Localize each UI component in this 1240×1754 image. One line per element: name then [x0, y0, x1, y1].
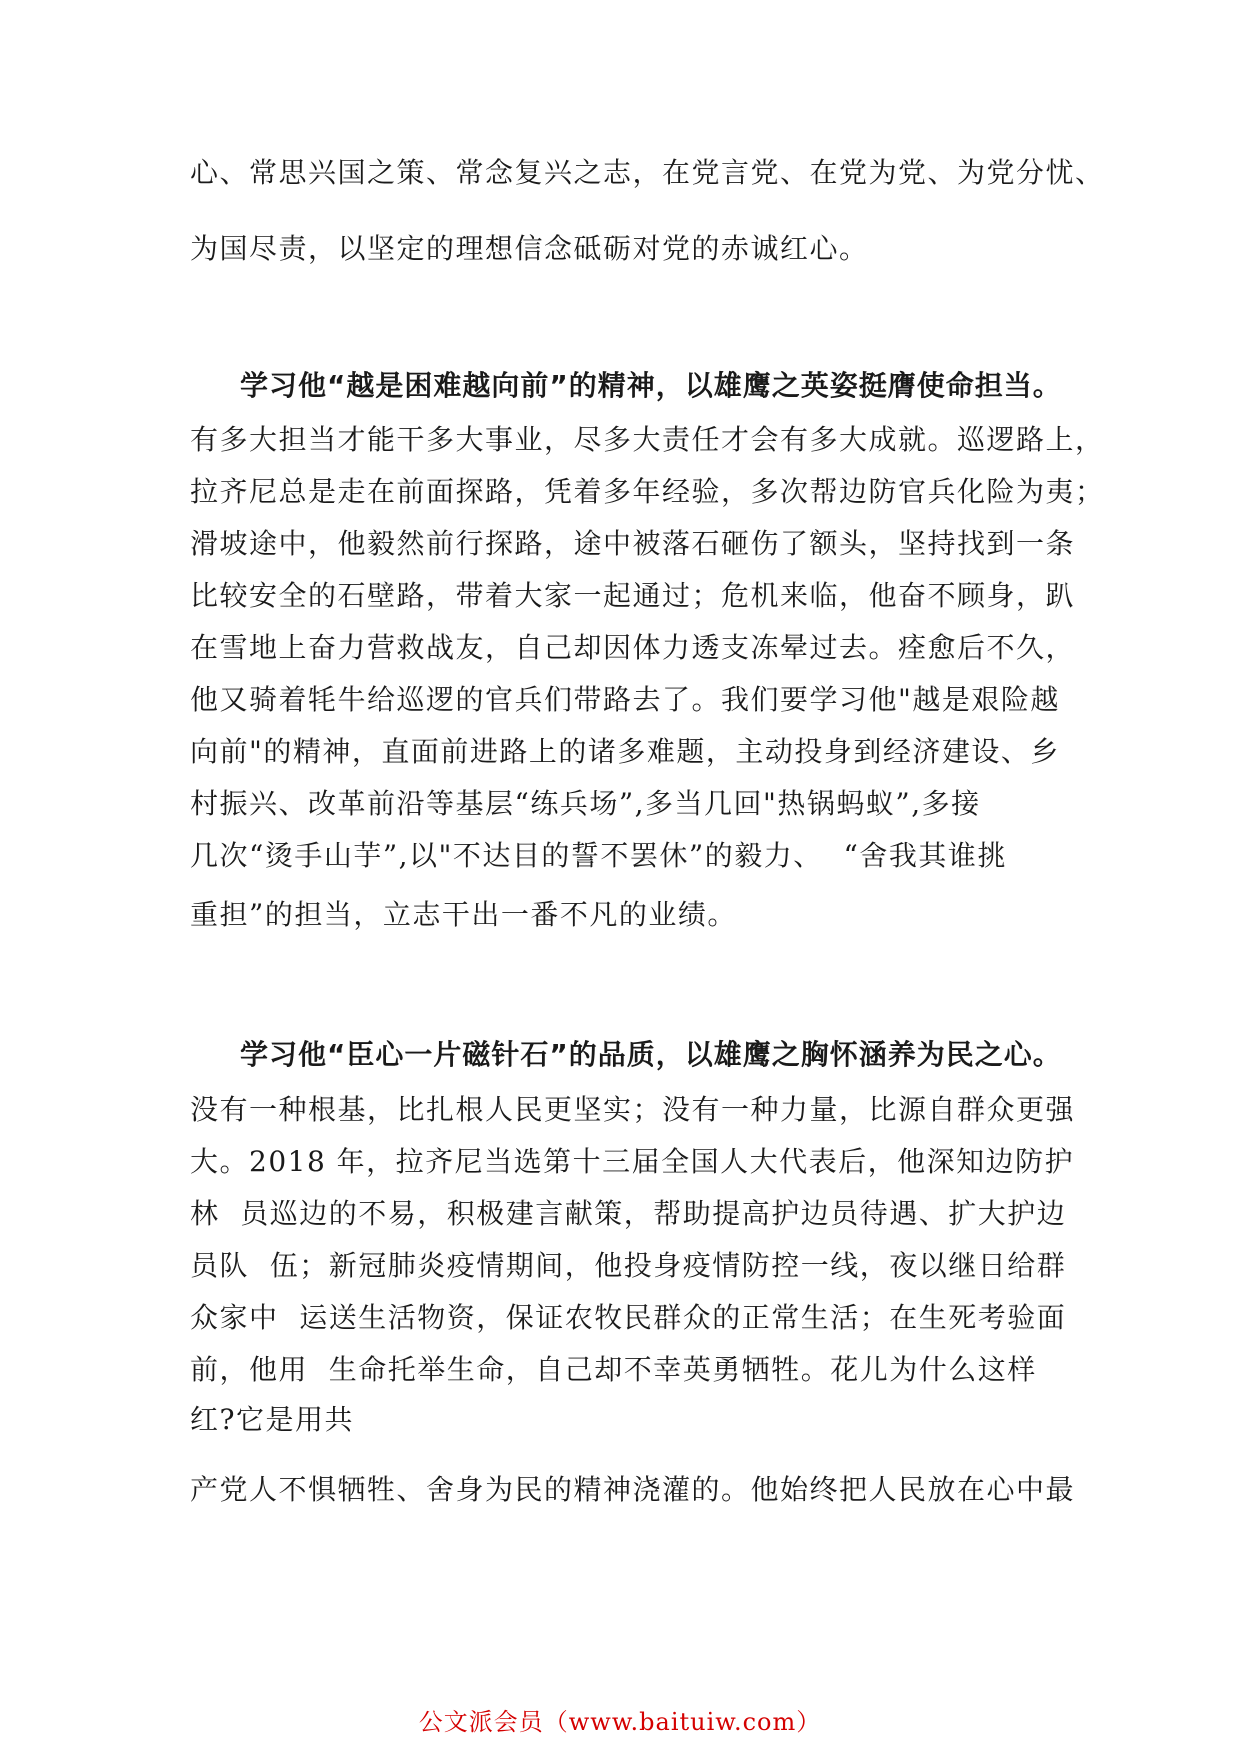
body-line: 向前"的精神，直面前进路上的诸多难题，主动投身到经济建设、乡: [190, 735, 1060, 768]
intro-line-2: 为国尽责，以坚定的理想信念砥砺对党的赤诚红心。: [190, 232, 869, 265]
body-line: 没有一种根基，比扎根人民更坚实；没有一种力量，比源自群众更强: [190, 1093, 1076, 1126]
body-line: 大。2018 年，拉齐尼当选第十三届全国人大代表后，他深知边防护: [190, 1145, 1075, 1178]
section-heading-loyalty: 学习他“臣心一片磁针石”的品质，以雄鹰之胸怀涵养为民之心。: [240, 1038, 1062, 1071]
body-line: 村振兴、改革前沿等基层“练兵场”,多当几回"热锅蚂蚁”,多接: [190, 787, 981, 820]
body-line: 林 员巡边的不易，积极建言献策，帮助提高护边员待遇、扩大护边: [190, 1197, 1067, 1230]
body-line: 众家中 运送生活物资，保证农牧民群众的正常生活；在生死考验面: [190, 1301, 1067, 1334]
body-line: 在雪地上奋力营救战友，自己却因体力透支冻晕过去。痊愈后不久，: [190, 631, 1076, 664]
body-line: 产党人不惧牺牲、舍身为民的精神浇灌的。他始终把人民放在心中最: [190, 1473, 1076, 1506]
body-line: 几次“烫手山芋”,以"不达目的誓不罢休”的毅力、 “舍我其谁挑: [190, 839, 1007, 872]
intro-line-1: 心、常思兴国之策、常念复兴之志，在党言党、在党为党、为党分忧、: [190, 156, 1105, 189]
body-line: 有多大担当才能干多大事业，尽多大责任才会有多大成就。巡逻路上，: [190, 423, 1105, 456]
footer-watermark: 公文派会员（www.baituiw.com）: [418, 1708, 822, 1736]
body-line: 重担”的担当，立志干出一番不凡的业绩。: [190, 898, 737, 931]
body-line: 红?它是用共: [190, 1403, 355, 1436]
body-line: 前，他用 生命托举生命，自己却不幸英勇牺牲。花儿为什么这样: [190, 1353, 1037, 1386]
body-line: 他又骑着牦牛给巡逻的官兵们带路去了。我们要学习他"越是艰险越: [190, 683, 1060, 716]
body-line: 员队 伍；新冠肺炎疫情期间，他投身疫情防控一线，夜以继日给群: [190, 1249, 1067, 1282]
body-line: 滑坡途中，他毅然前行探路，途中被落石砸伤了额头，坚持找到一条: [190, 527, 1076, 560]
body-line: 比较安全的石壁路，带着大家一起通过；危机来临，他奋不顾身，趴: [190, 579, 1076, 612]
body-line: 拉齐尼总是走在前面探路，凭着多年经验，多次帮边防官兵化险为夷；: [190, 475, 1105, 508]
section-heading-courage: 学习他“越是困难越向前”的精神，以雄鹰之英姿挺膺使命担当。: [240, 369, 1062, 402]
